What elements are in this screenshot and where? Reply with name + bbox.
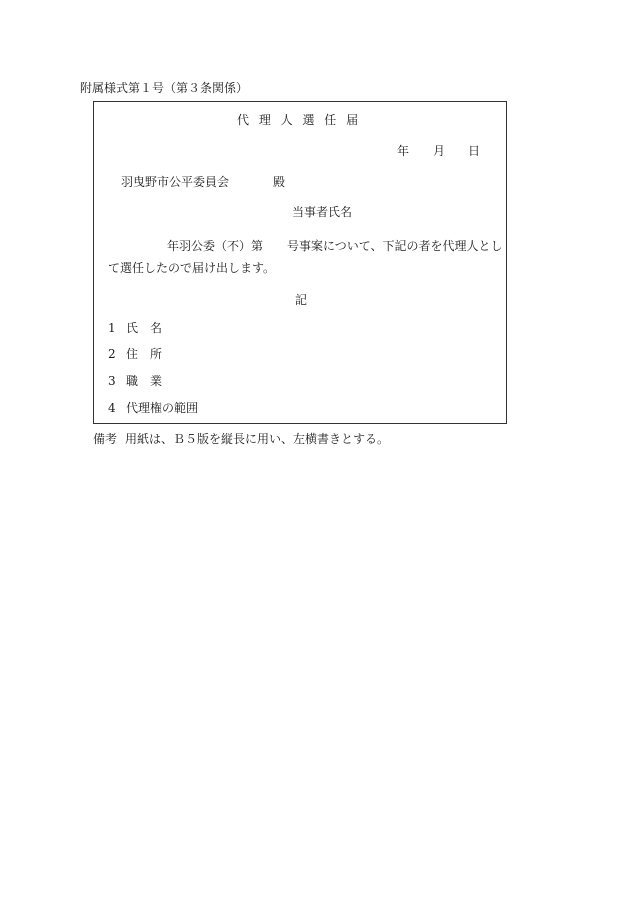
item-2-number: 2 (108, 347, 116, 361)
record-heading: 記 (295, 293, 308, 307)
item-1-label: 氏 名 (126, 321, 163, 335)
addressee-committee: 羽曳野市公平委員会 (121, 175, 230, 189)
date-month: 月 (433, 144, 446, 158)
date-day: 日 (468, 144, 481, 158)
addressee-honorific: 殿 (273, 175, 286, 189)
date-year: 年 (397, 144, 410, 158)
party-name-label: 当事者氏名 (292, 205, 353, 219)
item-4-number: 4 (108, 401, 116, 415)
item-1-number: 1 (108, 321, 116, 335)
body-line-1: 年羽公委（不）第 号事案について、下記の者を代理人とし (167, 239, 503, 253)
form-number-header: 附属様式第１号（第３条関係） (80, 81, 249, 95)
item-3-number: 3 (108, 374, 116, 388)
form-title: 代 理 人 選 任 届 (237, 113, 362, 127)
remarks-text: 用紙は、Ｂ５版を縦長に用い、左横書きとする。 (125, 432, 390, 446)
remarks-label: 備考 (93, 432, 118, 446)
item-4-label: 代理権の範囲 (126, 401, 199, 415)
item-2-label: 住 所 (126, 347, 163, 361)
item-3-label: 職 業 (126, 374, 163, 388)
body-line-2: て選任したので届け出します。 (108, 261, 276, 275)
